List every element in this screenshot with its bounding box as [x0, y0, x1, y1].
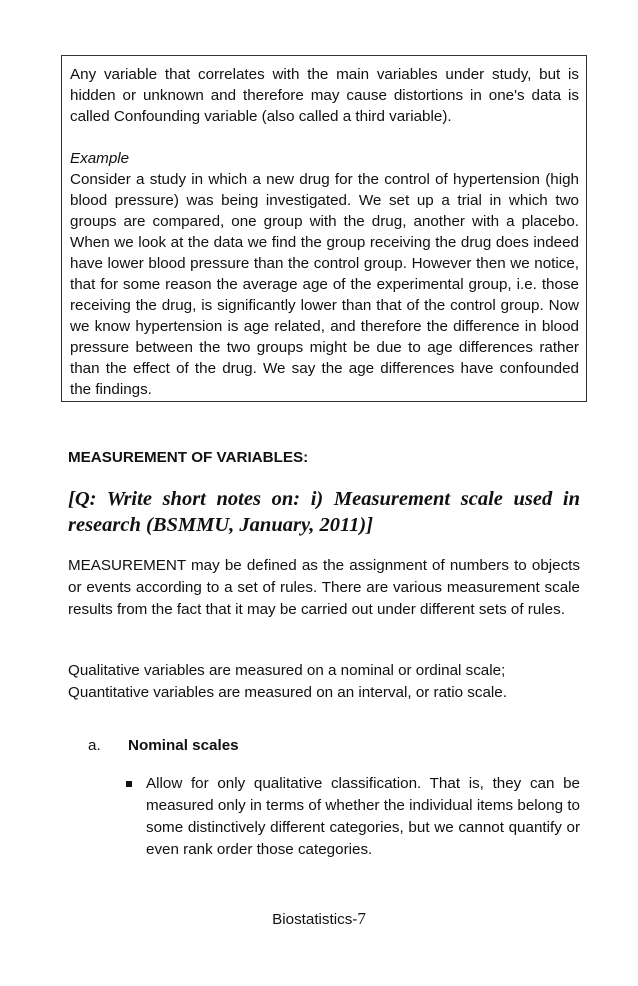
page-footer: [0, 908, 638, 931]
page-number: 7: [357, 909, 366, 928]
footer-label: Biostatistics-: [272, 911, 358, 928]
quantitative-line: Quantitative variables are measured on an interval, or ratio scale.: [68, 684, 507, 701]
scale-summary: [68, 660, 580, 704]
confounding-definition: Any variable that correlates with the main variables under study, but is hidden or unknown and therefore may cause distortions in one's data is called Confounding variable (also called a third variable).: [70, 66, 579, 125]
example-text: Consider a study in which a new drug for the control of hypertension (high blood pressure) was being investigated. We set up a trial in which two groups are compared, one group with the drug, another with a placebo. When we look at the data we find the group receiving the drug does indeed have lower blood pressure than the control group. However then we notice, that for some reason the average age of the experimental group, i.e. those receiving the drug, is significantly lower than that of the control group. Now we know hypertension is age related, and therefore the difference in blood pressure between the two groups might be due to age differences rather than the effect of the drug. We say the age differences have confounded the findings.: [70, 171, 579, 398]
exam-question: [Q: Write short notes on: i) Measurement scale used in research (BSMMU, January, 2011)]: [68, 488, 580, 536]
qualitative-line: Qualitative variables are measured on a nominal or ordinal scale;: [68, 662, 506, 679]
section-heading: MEASUREMENT OF VARIABLES:: [68, 449, 309, 466]
example-label: Example: [70, 150, 130, 167]
confounding-variable-box: [61, 55, 587, 402]
nominal-scales-title: Nominal scales: [128, 737, 239, 754]
nominal-scales-bullet: Allow for only qualitative classification. That is, they can be measured only in terms of whether the individual items belong to some distinctively different categories, but we cannot quantify or even rank order those categories.: [146, 775, 580, 858]
square-bullet-icon: [126, 781, 132, 787]
list-marker: a.: [88, 737, 101, 754]
measurement-definition: MEASUREMENT may be defined as the assignment of numbers to objects or events according to a set of rules. There are various measurement scale results from the fact that it may be carried out under different sets of rules.: [68, 557, 580, 618]
spacer: [70, 127, 579, 148]
